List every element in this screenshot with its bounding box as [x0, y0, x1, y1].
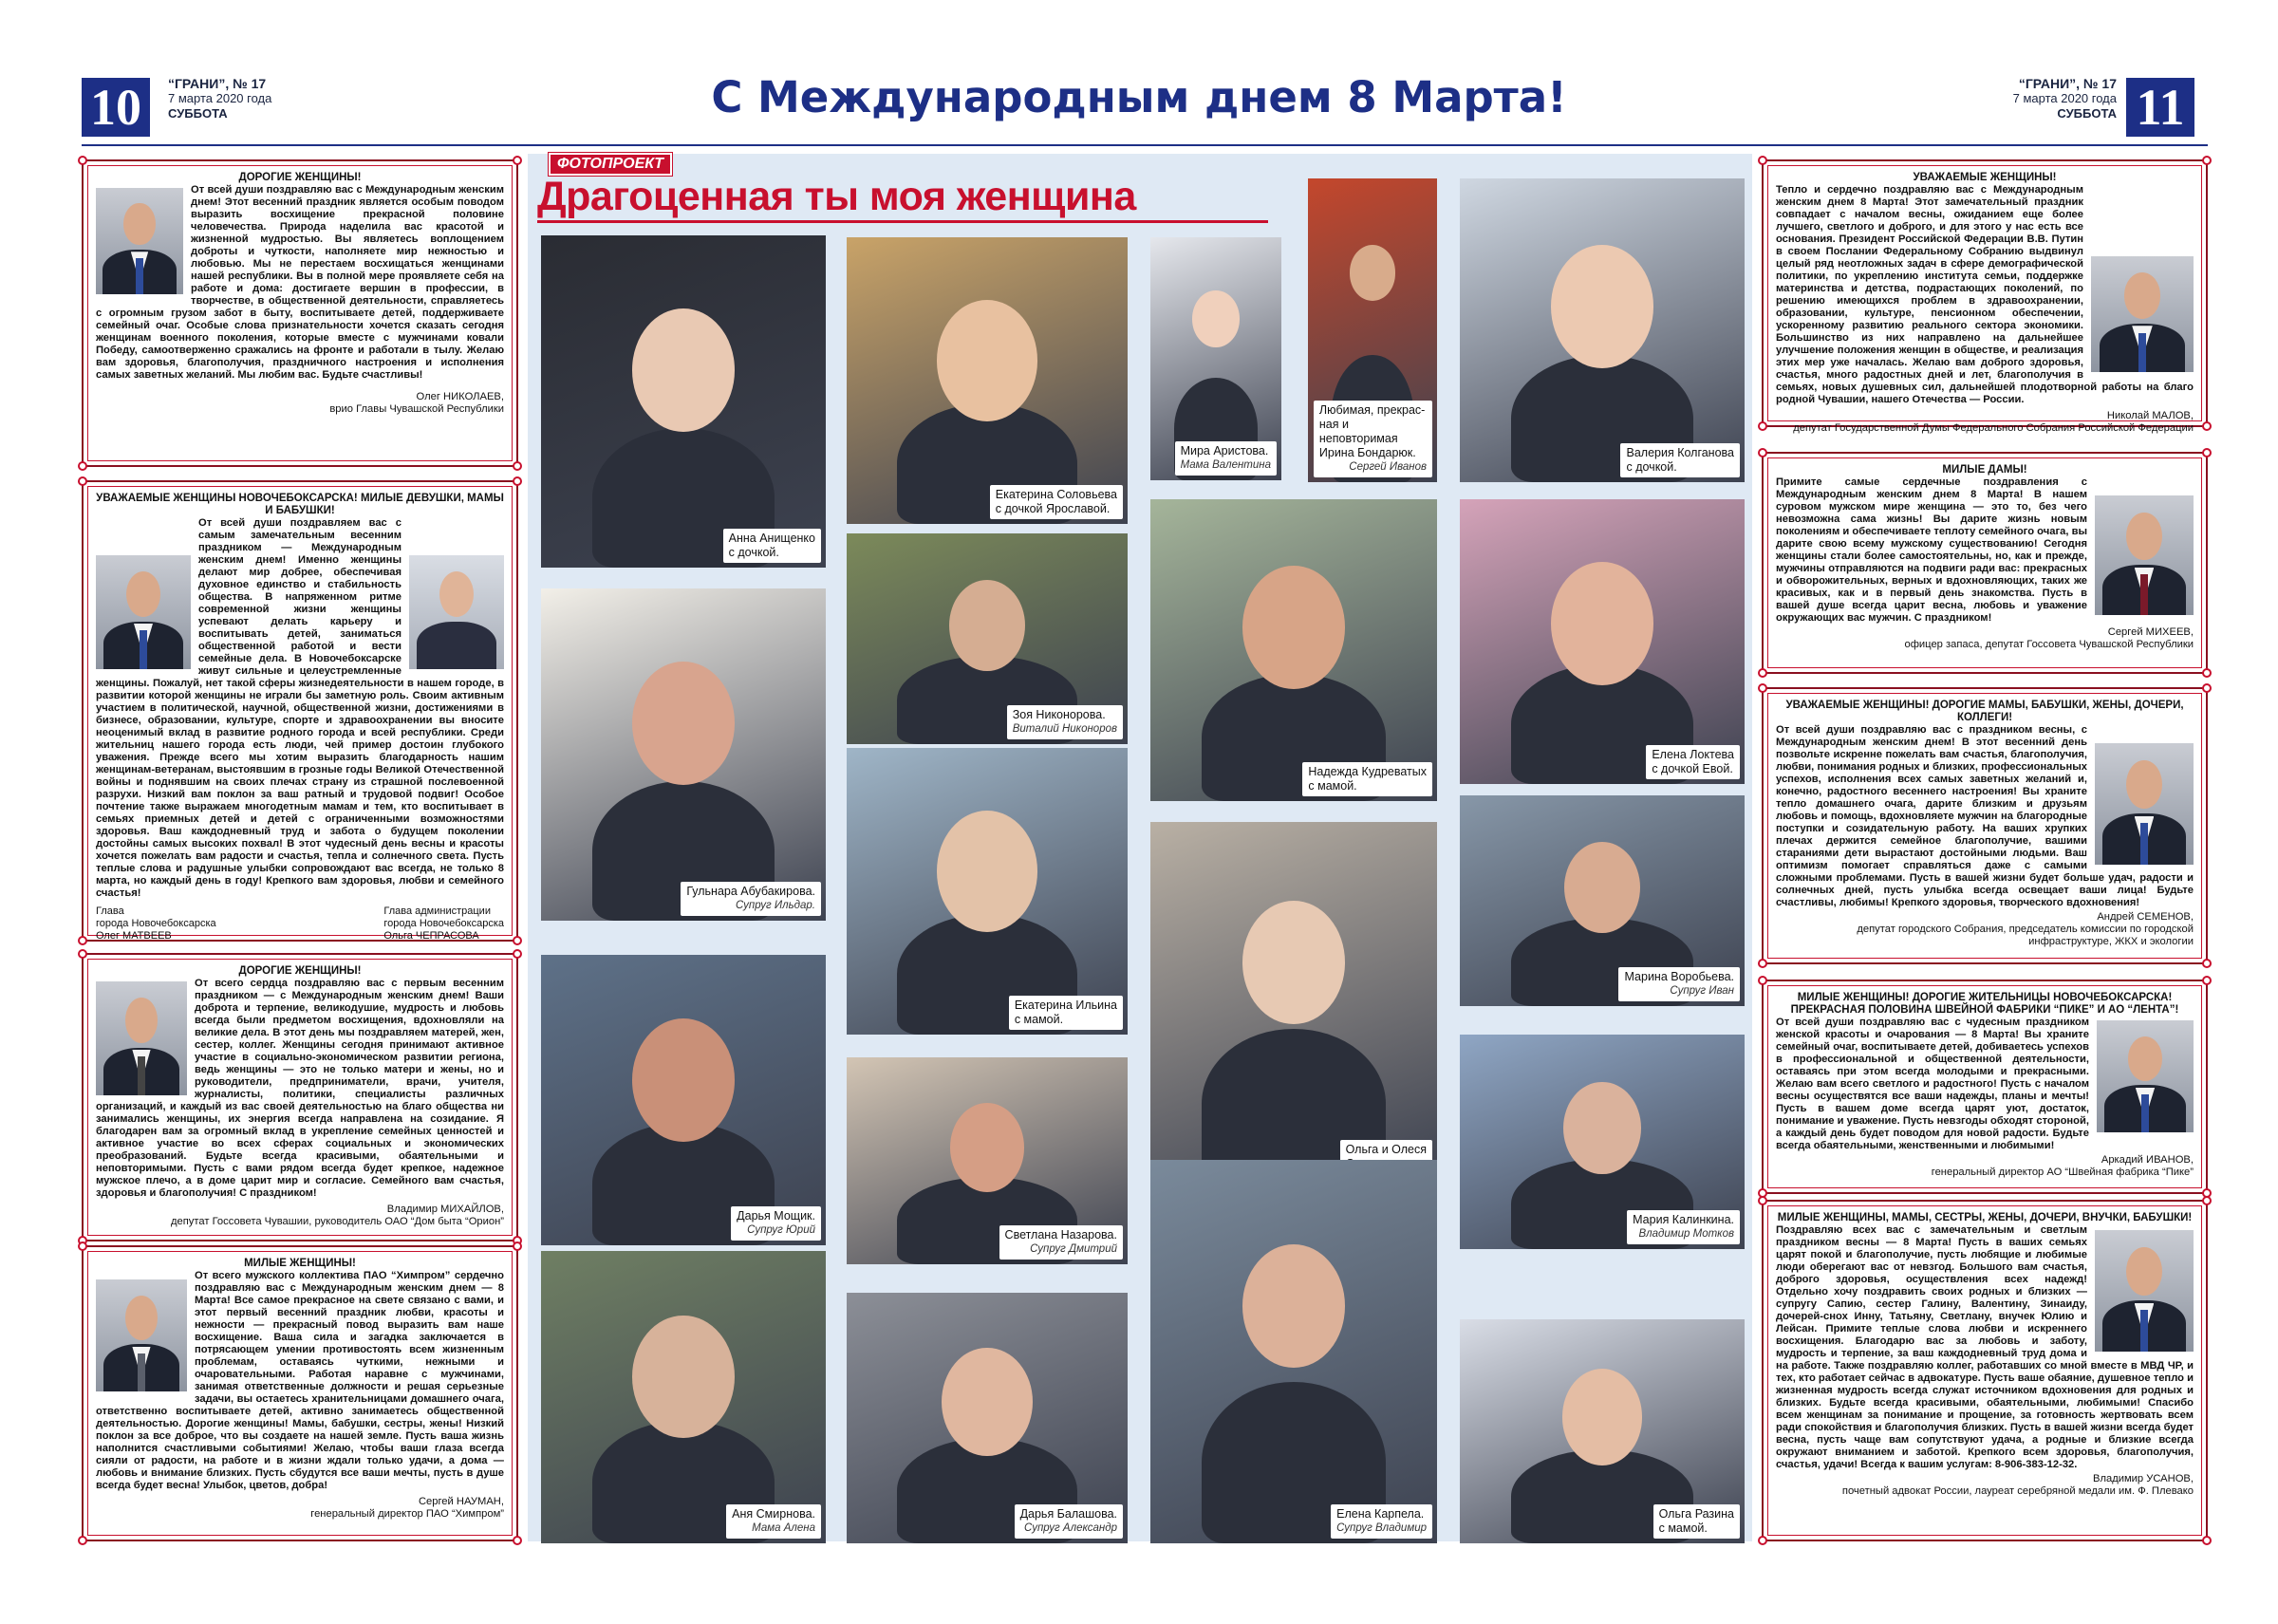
photo-face	[1242, 901, 1346, 1024]
caption-name: Надежда Кудреватых	[1308, 765, 1427, 778]
photo-image	[541, 955, 826, 1245]
greeting-signature-title: депутат городского Собрания, председатель комиссии по городской инфраструктуре, ЖКХ и экологии	[1857, 924, 2194, 947]
photo-card	[1460, 795, 1745, 1006]
frame-corner-ornament	[2202, 1536, 2212, 1545]
frame-corner-ornament	[513, 156, 522, 165]
photo-face	[632, 662, 735, 785]
caption-credit: Супруг Александр	[1024, 1522, 1117, 1534]
greeting-title: МИЛЫЕ ДАМЫ!	[1942, 464, 2027, 476]
caption-credit: Супруг Иван	[1670, 985, 1734, 997]
greeting-box	[82, 480, 518, 942]
photo-image	[1150, 822, 1437, 1179]
photo-face	[937, 300, 1038, 421]
frame-corner-ornament	[1758, 156, 1767, 165]
photo-caption	[1618, 967, 1740, 1001]
photo-face	[1551, 245, 1653, 368]
right-issue-weekday: СУББОТА	[2057, 106, 2117, 121]
photo-card	[1308, 178, 1437, 482]
portrait-photo	[96, 555, 191, 669]
frame-corner-ornament	[78, 476, 87, 486]
greeting-body: От всей души поздравляю вас с праздником весны, с Международным женским днем! В этот весенний день позвольте искренне пожелать вам счастья, благополучия, любви, понимания родных и близких, профессиональных успехов, исполнения всех самых заветных желаний и, конечно, радостного весеннего настроения! Вы храните тепло домашнего очага, дарите близким и друзьям любовь и помощь, вдохновляете мужчин на благородные поступки и созидательную работу. На ваших хрупких плечах держится семейное благополучие, вашими стараниями дети вырастают достойными людьми. Ваш оптимизм помогает справляться даже с самыми сложными проблемами. Пусть в вашей жизни будет больше удач, радости и солнечных дней, пусть улыбка всегда освещает ваши лица! Будьте счастливы, любимы! Крепкого здоровья, творческого вдохновения!	[1776, 724, 2194, 908]
photo-caption	[1620, 443, 1740, 477]
caption-detail: ная и неповторимая Ирина Бондарюк.	[1318, 418, 1416, 459]
greeting-signature-name: Владимир МИХАЙЛОВ,	[386, 1204, 504, 1215]
photo-caption	[723, 529, 821, 563]
frame-corner-ornament	[2202, 976, 2212, 985]
photo-face	[632, 1018, 735, 1142]
greeting-body: Тепло и сердечно поздравляю вас с Международным женским днем 8 Марта! Этот замечательный праздник совпадает с началом весны, ожиданием еще более лучшего, светлого и доброго, и для этого у нас есть все основания. Президент Российской Федерации В.В. Путин в своем Послании Федеральному Собранию выдвинул целый ряд неотложных задач в сфере демографической политики, по укреплению института семьи, поддержке материнства и детства, подрастающих поколений, по решению имеющихся проблем в здравоохранении, образовании, культуре, пенсионном обеспечении, ускоренному развитию реального сектора экономики. Большинство из них направлено на дальнейшее улучшение положения женщин в обществе, и реализация этих мер уже началась. Желаю вам доброго здоровья, счастья, много радостных дней и лет, благополучия в семьях, новых душевных сил, дальнейшей плодотворной работы на благо родной Чувашии, нашего Отечества — России.	[1776, 184, 2194, 405]
signature-city: города Новочебоксарска	[383, 918, 504, 929]
frame-corner-ornament	[513, 1536, 522, 1545]
caption-name: Дарья Мощик.	[737, 1209, 815, 1223]
caption-name: Ольга Разина	[1658, 1507, 1734, 1521]
caption-name: Мира Аристова.	[1180, 444, 1269, 457]
photo-face	[632, 1316, 735, 1439]
greeting-signature-title: депутат Государственной Думы Федерального Собрания Российской Федерации	[1793, 422, 2194, 434]
frame-corner-ornament	[513, 949, 522, 959]
greeting-title: УВАЖАЕМЫЕ ЖЕНЩИНЫ!	[1913, 172, 2057, 183]
portrait-photo	[96, 188, 183, 294]
signature-right	[383, 905, 504, 943]
photo-caption	[990, 485, 1123, 519]
frame-corner-ornament	[513, 476, 522, 486]
greeting-signature-title: депутат Госсовета Чувашии, руководитель ОАО “Дом быта “Орион”	[171, 1216, 504, 1227]
caption-name: Дарья Балашова.	[1019, 1507, 1117, 1521]
caption-credit: Виталий Никоноров	[1012, 723, 1117, 735]
greeting-signature-name: Николай МАЛОВ,	[2106, 410, 2194, 421]
caption-credit: Супруг Ильдар.	[736, 900, 815, 911]
signature-left	[96, 905, 216, 943]
frame-corner-ornament	[2202, 421, 2212, 431]
frame-corner-ornament	[513, 1241, 522, 1251]
photo-card	[847, 748, 1128, 1035]
greeting-signature-name: Андрей СЕМЕНОВ,	[2097, 911, 2194, 923]
greeting-body: Примите самые сердечные поздравления с Международным женским днем 8 Марта! В нашем суровом мужском мире женщина — это то, без чего невозможна сама жизнь! Вы дарите жизнь новым поколениям и обеспечиваете теплоту семейного очага, вы дарите свою всему мужскому существованию! Сегодня женщины стали более самостоятельны, но, как и прежде, мужчины отправляются на подвиги ради вас: прекрасных и обворожительных, верных и вдохновляющих, таких же красивых, как и в первый день знакомства. Пусть в вашей душе всегда царит весна, любовь и уважение окружающих вас мужчин. С праздником!	[1776, 476, 2087, 624]
photo-caption	[1646, 745, 1740, 779]
caption-credit: Мама Валентина	[1180, 459, 1271, 471]
greeting-box	[1762, 687, 2208, 964]
frame-corner-ornament	[513, 461, 522, 471]
signature-name: Ольга ЧЕПРАСОВА	[383, 930, 479, 942]
photo-face	[1192, 290, 1240, 347]
photo-caption	[1009, 996, 1123, 1030]
frame-corner-ornament	[2202, 683, 2212, 693]
frame-corner-ornament	[78, 936, 87, 945]
photo-card	[541, 235, 826, 568]
greeting-title: ДОРОГИЕ ЖЕНЩИНЫ!	[238, 172, 362, 183]
greeting-signatures	[96, 905, 504, 943]
left-page-number: 10	[82, 78, 150, 137]
caption-credit: Супруг Юрий	[747, 1224, 815, 1236]
photo-card	[847, 533, 1128, 744]
caption-credit: Мама Алена	[752, 1522, 815, 1534]
caption-name: Екатерина Ильина	[1014, 999, 1117, 1012]
photo-caption	[1302, 762, 1432, 796]
frame-corner-ornament	[1758, 959, 1767, 968]
photo-face	[1350, 245, 1396, 301]
photo-card	[1460, 1319, 1745, 1543]
header-rule	[82, 144, 2208, 146]
photo-caption	[1015, 1504, 1123, 1539]
portrait-photo	[2097, 1020, 2194, 1132]
frame-corner-ornament	[78, 949, 87, 959]
greeting-signature-title: офицер запаса, депутат Госсовета Чувашской Республики	[1904, 639, 2194, 650]
frame-corner-ornament	[1758, 1196, 1767, 1205]
photo-caption	[1627, 1210, 1740, 1244]
caption-name: Мария Калинкина.	[1633, 1213, 1734, 1226]
right-issue-info	[2012, 76, 2117, 121]
photo-card	[541, 1251, 826, 1543]
caption-credit: Супруг Владимир	[1336, 1522, 1427, 1534]
caption-credit: Владимир Мотков	[1638, 1228, 1734, 1240]
photo-caption	[1007, 705, 1123, 739]
greeting-body: Поздравляю всех вас с замечательным и светлым праздником весны — 8 Марта! Пусть в ваших семьях царят покой и благополучие, пусть любящие и любимые люди оберегают вас от невзгод. Большого вам счастья, доброго здоровья, осуществления всех надежд! Отдельно хочу поздравить своих родных и близких — супругу Сапию, сестер Галину, Валентину, Зинаиду, дочерей-снох Инну, Татьяну, Светлану, внучек Юлию и Лейсан. Примите теплые слова любви и искреннего восхищения. Благодарю вас за любовь и заботу, мудрость и терпение, за ваш каждодневный труд дома и на работе. Также поздравляю коллег, работавших со мной вместе в МВД ЧР, и тех, кто работает сейчас в адвокатуре. Пусть ваше обаяние, душевное тепло и жизненная мудрость всегда служат источником вдохновения для родных и близких. Будьте всегда красивыми, обаятельными, любимыми! Спасибо всем женщинам за понимание и прощение, за готовность жертвовать всем ради спокойствия и благополучия близких. Пусть в вашей жизни всегда будет весна, пусть чаще вам сопутствуют удача, а родные и близкие всегда окружают вниманием и заботой. Крепкого всем здоровья, благополучия, счастья, удачи! Всегда к вашим услугам: 8-906-383-12-32.	[1776, 1224, 2194, 1470]
left-paper-name: “ГРАНИ”, № 17	[168, 76, 267, 91]
photo-face	[1562, 1369, 1643, 1465]
photo-face	[632, 308, 735, 432]
photo-card	[1460, 499, 1745, 784]
caption-name: Елена Локтева	[1652, 748, 1734, 761]
greeting-box	[82, 159, 518, 467]
frame-corner-ornament	[1758, 1536, 1767, 1545]
photo-image	[1460, 499, 1745, 784]
portrait-photo	[2091, 256, 2194, 372]
photo-image	[1460, 178, 1745, 482]
caption-name: Гульнара Абубакирова.	[686, 885, 815, 898]
photoproject-tag: ФОТОПРОЕКТ	[549, 153, 672, 176]
frame-corner-ornament	[78, 461, 87, 471]
photo-card	[1150, 1160, 1437, 1543]
greeting-title: МИЛЫЕ ЖЕНЩИНЫ! ДОРОГИЕ ЖИТЕЛЬНИЦЫ НОВОЧЕБОКСАРСКА! ПРЕКРАСНАЯ ПОЛОВИНА ШВЕЙНОЙ ФАБРИКИ “ПИКЕ” И АО “ЛЕНТА”!	[1790, 992, 2179, 1016]
greeting-body: От всей души поздравляю вас с Международным женским днем! Этот весенний праздник является особым поводом выразить восхищение прекрасной половине человечества. Природа наделила вас красотой и жизненной мудростью. Вы являетесь воплощением доброты и чуткости, наполняете мир нежностью и любовью. Мы не перестаем восхищаться женщинами нашей республики. Вы в полной мере проявляете себя на работе и дома: достигаете вершин в профессии, в творчестве, в общественной деятельности, справляетесь с огромным грузом забот в быту, воспитываете детей, поддерживаете семейный очаг. Особые слова признательности хочется сказать сегодня женщинам военного поколения, которые вместе с мужчинами ковали Победу, самоотверженно сражались на фронте и работали в тылу. Желаю вам здоровья, благополучия, праздничного настроения и исполнения самых заветных желаний. Мы любим вас. Будьте счастливы!	[96, 184, 504, 381]
photo-caption	[999, 1225, 1123, 1260]
frame-corner-ornament	[78, 156, 87, 165]
photo-image	[847, 748, 1128, 1035]
photo-caption	[681, 882, 821, 916]
caption-detail: с мамой.	[1658, 1521, 1708, 1535]
photo-card	[1150, 822, 1437, 1179]
photo-card	[847, 1057, 1128, 1264]
signature-role: Глава администрации	[383, 905, 491, 917]
greeting-title: УВАЖАЕМЫЕ ЖЕНЩИНЫ НОВОЧЕБОКСАРСКА! МИЛЫЕ ДЕВУШКИ, МАМЫ И БАБУШКИ!	[96, 493, 504, 516]
photo-face	[1564, 842, 1640, 933]
photo-face	[1242, 566, 1346, 689]
caption-name: Валерия Колганова	[1626, 446, 1734, 459]
greeting-box	[1762, 1200, 2208, 1541]
portrait-photo	[96, 981, 187, 1095]
greeting-box	[1762, 159, 2208, 434]
frame-corner-ornament	[1758, 668, 1767, 678]
greeting-title: УВАЖАЕМЫЕ ЖЕНЩИНЫ! ДОРОГИЕ МАМЫ, БАБУШКИ, ЖЕНЫ, ДОЧЕРИ, КОЛЛЕГИ!	[1785, 700, 2184, 723]
caption-name: Анна Анищенко	[728, 532, 815, 545]
caption-name: Екатерина Соловьева	[995, 488, 1117, 501]
photo-face	[949, 580, 1025, 671]
frame-corner-ornament	[513, 936, 522, 945]
signature-role: Глава	[96, 905, 124, 917]
greeting-box	[1762, 452, 2208, 674]
signature-city: города Новочебоксарска	[96, 918, 216, 929]
greeting-signature-title: генеральный директор АО “Швейная фабрика “Пике”	[1931, 1167, 2194, 1178]
photo-image	[541, 1251, 826, 1543]
greeting-signature-name: Сергей НАУМАН,	[418, 1496, 504, 1507]
photo-caption	[1314, 401, 1432, 477]
caption-credit: Супруг Дмитрий	[1030, 1243, 1117, 1255]
greeting-title: МИЛЫЕ ЖЕНЩИНЫ!	[244, 1258, 356, 1269]
frame-corner-ornament	[2202, 156, 2212, 165]
greeting-signature-title: врио Главы Чувашской Республики	[329, 403, 504, 415]
caption-name: Любимая, прекрас-	[1318, 403, 1426, 417]
photoproject-title-underline	[537, 220, 1268, 223]
photo-card	[1150, 499, 1437, 801]
greeting-signature-name: Владимир УСАНОВ,	[2092, 1473, 2194, 1484]
greeting-box	[82, 953, 518, 1241]
caption-detail: с дочкой Евой.	[1652, 762, 1733, 775]
caption-detail: с дочкой.	[728, 546, 779, 559]
greeting-signature-name: Аркадий ИВАНОВ,	[2101, 1154, 2194, 1166]
caption-name: Елена Карпела.	[1336, 1507, 1425, 1521]
photo-image	[1150, 499, 1437, 801]
greeting-body: От всей души поздравляю вас с чудесным праздником женской красоты и очарования — 8 Марта! Вы храните семейный очаг, воспитываете детей, добиваетесь успехов в профессиональной и общественной деятельности, оставаясь при этом всегда молодыми и прекрасными. Желаю вам всего светлого и радостного! Пусть с началом весны осуществятся все ваши надежды, планы и мечты! Пусть в вашем доме всегда царят уют, достаток, понимание и уважение. Пусть невзгоды обходят стороной, а каждый день будет поводом для новой радости. Будьте всегда обаятельными, женственными и любимыми!	[1776, 1017, 2089, 1151]
portrait-photo	[2095, 495, 2194, 615]
caption-name: Зоя Никонорова.	[1012, 708, 1106, 721]
photoproject-title: Драгоценная ты моя женщина	[537, 174, 1136, 219]
frame-corner-ornament	[1758, 421, 1767, 431]
greeting-title: ДОРОГИЕ ЖЕНЩИНЫ!	[238, 965, 362, 977]
left-issue-weekday: СУББОТА	[168, 106, 228, 121]
photo-image	[541, 588, 826, 921]
caption-name: Светлана Назарова.	[1004, 1228, 1117, 1241]
frame-corner-ornament	[78, 1536, 87, 1545]
photo-caption	[1653, 1504, 1740, 1539]
greeting-signature-name: Сергей МИХЕЕВ,	[2107, 626, 2194, 638]
photo-face	[942, 1348, 1032, 1456]
right-issue-date: 7 марта 2020 года	[2012, 91, 2117, 105]
frame-corner-ornament	[1758, 448, 1767, 457]
left-issue-date: 7 марта 2020 года	[168, 91, 272, 105]
signature-name: Олег МАТВЕЕВ	[96, 930, 172, 942]
photo-caption	[1331, 1504, 1432, 1539]
photo-card	[541, 955, 826, 1245]
portrait-photo	[2095, 743, 2194, 865]
frame-corner-ornament	[2202, 959, 2212, 968]
photo-face	[1551, 562, 1653, 685]
photo-face	[950, 1103, 1024, 1192]
portrait-photo	[96, 1279, 187, 1391]
greeting-signature-title: генеральный директор ПАО “Химпром”	[310, 1508, 504, 1520]
frame-corner-ornament	[1758, 683, 1767, 693]
right-paper-name: “ГРАНИ”, № 17	[2018, 76, 2117, 91]
caption-name: Ольга и Олеся	[1345, 1143, 1427, 1156]
frame-corner-ornament	[1758, 976, 1767, 985]
photo-caption	[726, 1504, 821, 1539]
caption-credit: Сергей Иванов	[1349, 461, 1427, 473]
greeting-signature-name: Олег НИКОЛАЕВ,	[416, 391, 504, 402]
frame-corner-ornament	[2202, 1196, 2212, 1205]
caption-name: Марина Воробьева.	[1624, 970, 1734, 983]
photo-card	[1460, 178, 1745, 482]
photo-caption	[1175, 441, 1277, 476]
right-page-number: 11	[2126, 78, 2194, 137]
greeting-signature-title: почетный адвокат России, лауреат серебряной медали им. Ф. Плевако	[1841, 1485, 2194, 1497]
photo-face	[937, 811, 1038, 932]
greeting-title: МИЛЫЕ ЖЕНЩИНЫ, МАМЫ, СЕСТРЫ, ЖЕНЫ, ДОЧЕРИ, ВНУЧКИ, БАБУШКИ!	[1777, 1212, 2193, 1223]
greeting-body: От всего сердца поздравляю вас с первым весенним праздником — с Международным женским днем! Ваши доброта и терпение, великодушие, мудрость и любовь всегда были предметом восхищения, вдохновляли на великие дела. В этот день мы поздравляем матерей, жен, сестер, коллег. Женщины сегодня принимают активное участие в социально-экономическом развитии региона, ведь женщины — это не только матери и жены, но и руководители, предприниматели, врачи, учителя, журналисты, политики, специалисты различных организаций, и каждый из вас своей деятельностью на благо общества ни занимались женщины, их энергия всегда направлена на созидание. Я благодарен вам за огромный вклад в укрепление семейных ценностей и активное участие во всех сферах социальных и экономических преобразований. Будьте всегда красивыми, обаятельными и неповторимыми. Пусть с вами рядом всегда будет крепкое, надежное мужское плечо, а в доме царит мир и согласие. Семейного вам счастья, здоровья и благополучия! С праздником!	[96, 978, 504, 1199]
photo-card	[847, 237, 1128, 524]
greeting-body: От всей души поздравляем вас с самым замечательным весенним праздником — Международным женским днем! Именно женщины делают мир добрее, обеспечивая духовное единство и стабильность общества. В напряженном ритме современной жизни женщины успевают делать карьеру и воспитывать детей, заниматься общественной работой и вести семейные дела. В Новочебоксарске живут сильные и целеустремленные женщины. Пожалуй, нет такой сферы жизнедеятельности в нашем городе, в развитии которой женщины не играли бы заметную роль. Своим активным участием в политической, научной, общественной жизни, достижениями в бизнесе, образовании, культуре, спорте и здравоохранении вы вносите неоценимый вклад в развитие родного города и всей республики. Среди жительниц нашего города есть люди, чей пример достоин глубокого уважения. Прежде всего мы хотим выразить благодарность нашим женщинам-ветеранам, выстоявшим в грозные годы Великой Отечественной войны и поднявшим на своих плечах страну из страшной послевоенной разрухи. Низкий вам поклон за ваш ратный и трудовой подвиг! Особое почтение также выражаем многодетным мамам и тем, кто воспитывает в семьях приемных детей и детей с ограниченными возможностями здоровья. Ваш каждодневный труд и забота о будущем поколении достойны самых высоких похвал! В этот чудесный день весны и красоты хочется пожелать вам радости и счастья, тепла и солнечного света. Пусть теплые слова и радушные улыбки сопровождают вас всегда, не только 8 марта, но каждый день в году! Крепкого вам здоровья, любви и семейного счастья!	[96, 517, 504, 899]
photo-card	[1460, 1035, 1745, 1249]
photo-image	[847, 237, 1128, 524]
caption-detail: с мамой.	[1308, 779, 1357, 793]
frame-corner-ornament	[78, 1241, 87, 1251]
caption-detail: с дочкой Ярославой.	[995, 502, 1111, 515]
photo-card	[1150, 237, 1281, 480]
caption-detail: с мамой.	[1014, 1013, 1064, 1026]
page-headline: С Международным днем 8 Марта!	[711, 72, 1567, 122]
portrait-photo	[409, 555, 504, 669]
photo-image	[1150, 1160, 1437, 1543]
photo-face	[1563, 1082, 1640, 1175]
frame-corner-ornament	[2202, 668, 2212, 678]
frame-corner-ornament	[2202, 448, 2212, 457]
photo-card	[541, 588, 826, 921]
greeting-box	[1762, 980, 2208, 1194]
portrait-photo	[2095, 1230, 2194, 1352]
caption-detail: с дочкой.	[1626, 460, 1677, 474]
photo-face	[1242, 1244, 1346, 1368]
greeting-body: От всего мужского коллектива ПАО “Химпром” сердечно поздравляю вас с Международным женским днем — 8 Марта! Все самое прекрасное на свете связано с вами, и этот первый весенний праздник любви, красоты и нежности — прекрасный повод выразить вам наше восхищение. Ваша сила и загадка заключается в потрясающем умении противостоять всем жизненным проблемам, оставаясь чуткими, нежными и очаровательными. Работая наравне с мужчинами, занимая ответственные должности и решая серьезные задачи, вы остаетесь хранительницами домашнего очага, ответственно воспитываете детей, активно занимаетесь общественной деятельностью. Дорогие женщины! Мамы, бабушки, сестры, жены! Низкий поклон за все доброе, что вы создаете на нашей земле. Пусть ваша жизнь наполнится счастливыми событиями! Желаю, чтобы ваши глаза всегда сияли от радости, на работе и в жизни ждали только удачи, а дома — любовь и внимание близких. Пусть сбудутся все ваши мечты, пусть в душе всегда будет весна! Улыбок, цветов, добра!	[96, 1270, 504, 1491]
greeting-box	[82, 1245, 518, 1541]
photo-card	[847, 1293, 1128, 1543]
caption-name: Аня Смирнова.	[732, 1507, 815, 1521]
photo-image	[541, 235, 826, 568]
photo-caption	[731, 1206, 821, 1241]
